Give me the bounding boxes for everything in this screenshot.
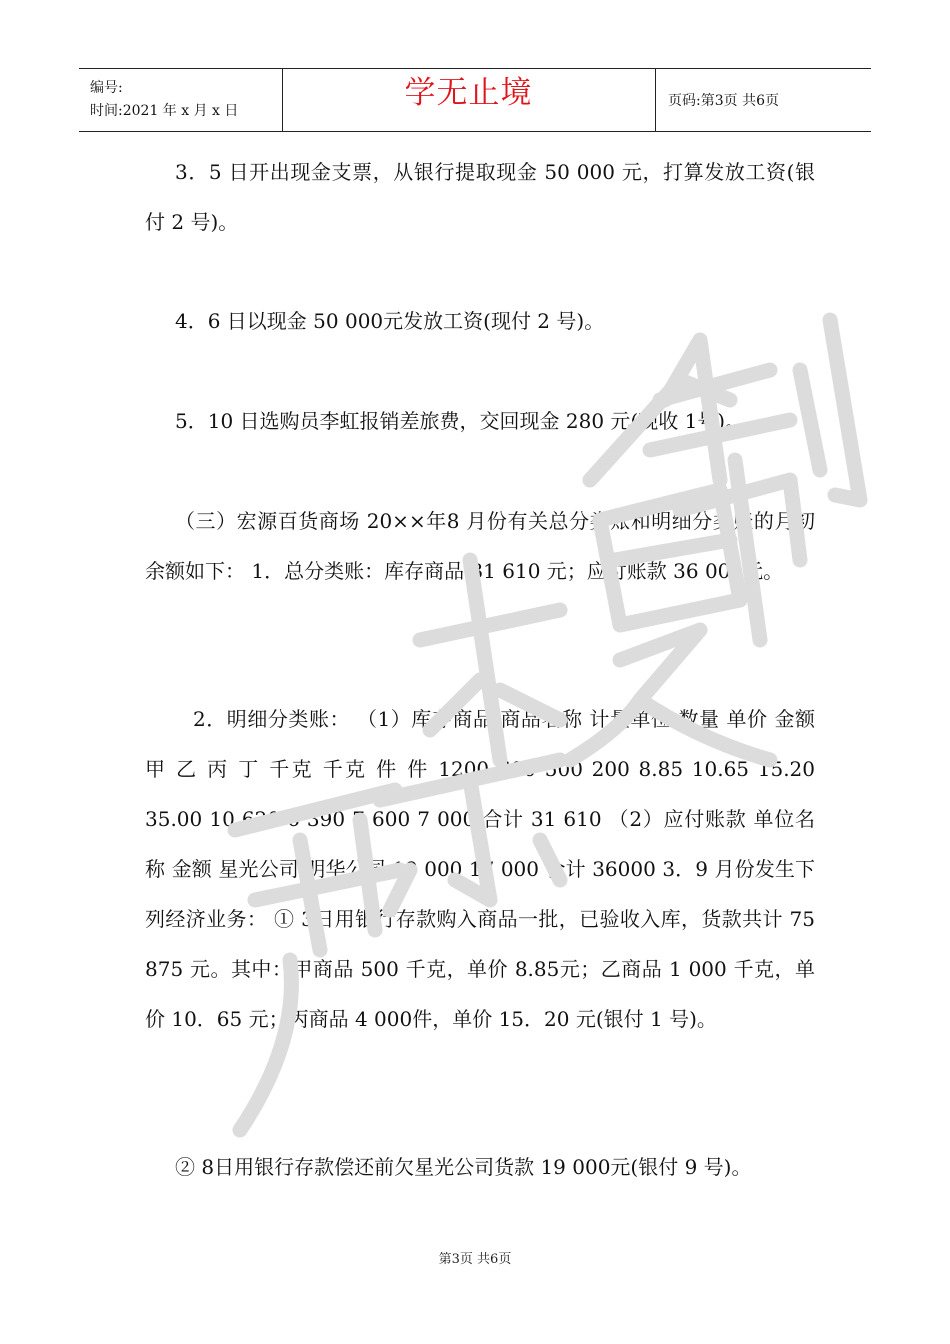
document-number-label: 编号: [90,80,123,96]
header-right-cell [656,69,871,131]
document-time-label: 时间:2021 年 x 月 x 日 [90,103,239,119]
page-header [79,68,871,132]
header-left-cell [79,69,283,131]
header-middle-cell [282,69,656,131]
paragraph-section-3: （三）宏源百货商场 20××年8 月份有关总分类账和明细分类账的月初余额如下： 1．总分类账：库存商品 31 610 元；应付账款 36 000元。 [145,509,815,583]
page-footer: 第3页 共6页 [438,1252,512,1267]
paragraph-item-4: 4．6 日以现金 50 000元发放工资(现付 2 号)。 [175,309,605,333]
paragraph-transaction-2: ② 8日用银行存款偿还前欠星光公司货款 19 000元(银付 9 号)。 [175,1155,752,1179]
paragraph-detail-ledger: 2．明细分类账： （1）库存商品 商品名称 计量单位 数量 单价 金额 甲 乙 丙 丁 千克 千克 件 件 1200 600 500 200 8.85 10.65 15.20 35.00 10 620 6 390 7 600 7 000 合计 31 610 （2）应付账款 单位名称 金额 星光公司 明华公司 19 000 17 000 合计 36000 3．9 月份发生下列经济业务： ① 3日用银行存款购入商品一批，已验收入库，货款共计 75 875 元。其中：甲商品 500 千克，单价 8.85元；乙商品 1 000 千克，单价 10．65 元；丙商品 4 000件，单价 15．20 元(银付 1 号)。 [145,707,815,1031]
header-page-info: 页码:第3页 共6页 [668,93,779,109]
paragraph-item-5: 5．10 日选购员李虹报销差旅费，交回现金 280 元(现收 1号)。 [175,409,746,433]
header-motto: 学无止境 [404,75,533,111]
paragraph-item-3: 3．5 日开出现金支票，从银行提取现金 50 000 元，打算发放工资(银付 2 号)。 [145,160,815,234]
